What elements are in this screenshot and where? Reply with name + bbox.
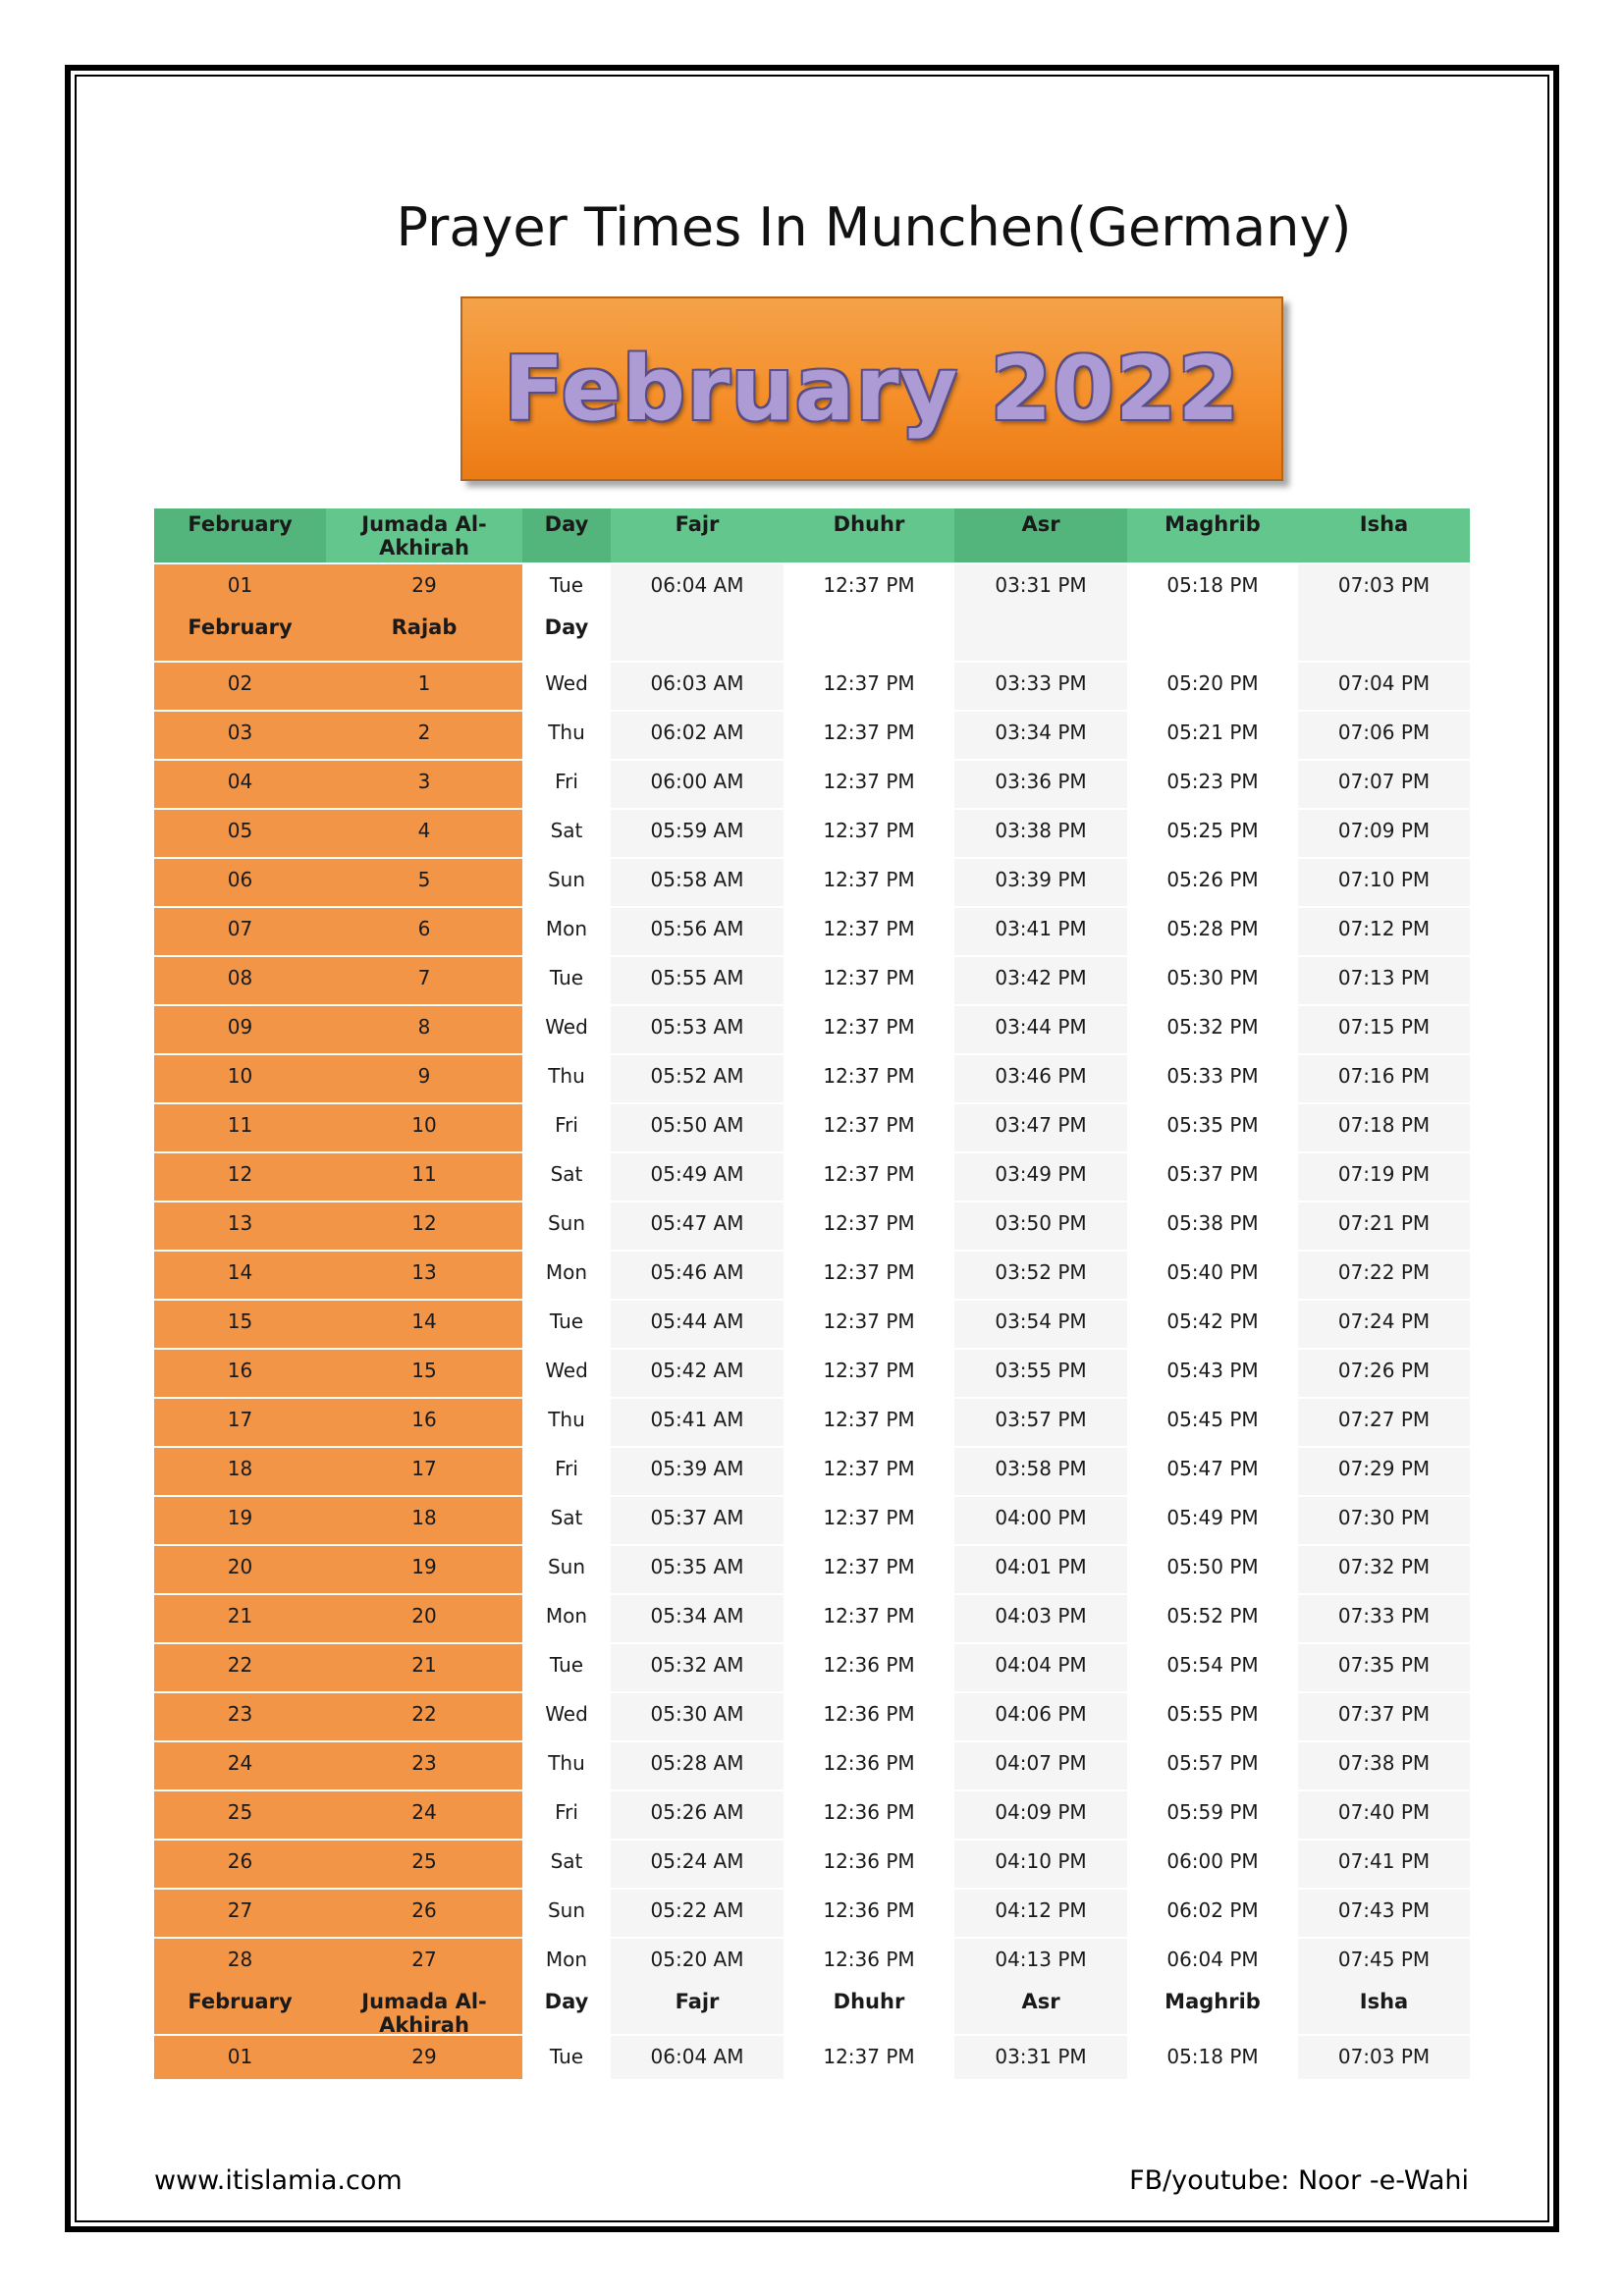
fajr-time: 05:24 AM	[650, 1849, 744, 1873]
gregorian-date: 07	[227, 917, 253, 940]
table-row	[154, 562, 1470, 617]
asr-time: 03:55 PM	[995, 1359, 1087, 1382]
header-gregorian-date: February	[188, 1990, 293, 2013]
weekday: Thu	[548, 1751, 585, 1775]
weekday: Mon	[545, 1948, 588, 1971]
maghrib-time: 05:49 PM	[1166, 1506, 1259, 1529]
fajr-time: 05:41 AM	[650, 1408, 744, 1431]
weekday: Fri	[555, 770, 578, 793]
header-isha-time: Isha	[1359, 1990, 1409, 2013]
hijri-date: 26	[411, 1898, 437, 1922]
table-row	[154, 1495, 1470, 1550]
isha-time: 07:43 PM	[1337, 1898, 1431, 1922]
isha-time: 07:09 PM	[1337, 819, 1431, 842]
dhuhr-time: 12:37 PM	[823, 1457, 915, 1480]
header-fajr-time: Fajr	[675, 1990, 720, 2013]
weekday: Wed	[545, 1015, 588, 1039]
header-hijri-month: Jumada Al-Akhirah	[326, 508, 522, 562]
gregorian-date: 27	[227, 1898, 253, 1922]
fajr-time: 05:44 AM	[650, 1309, 744, 1333]
table-row	[154, 1053, 1470, 1108]
asr-time: 04:12 PM	[995, 1898, 1087, 1922]
header-asr: Asr	[954, 508, 1127, 562]
weekday: Sat	[550, 1506, 583, 1529]
maghrib-time: 05:18 PM	[1166, 573, 1259, 597]
maghrib-time: 05:43 PM	[1166, 1359, 1259, 1382]
isha-time: 07:45 PM	[1337, 1948, 1431, 1971]
header-dhuhr-time: Dhuhr	[833, 1990, 905, 2013]
hijri-date: 29	[411, 2045, 437, 2068]
table-row	[154, 2034, 1470, 2089]
dhuhr-time: 12:36 PM	[823, 1702, 915, 1726]
fajr-time: 06:02 AM	[650, 721, 744, 744]
header-asr-time: Asr	[1021, 1990, 1060, 2013]
table-row	[154, 906, 1470, 961]
maghrib-time: 05:50 PM	[1166, 1555, 1259, 1578]
asr-time: 04:09 PM	[995, 1800, 1087, 1824]
weekday: Tue	[549, 573, 584, 597]
dhuhr-time: 12:37 PM	[823, 819, 915, 842]
gregorian-date: 23	[227, 1702, 253, 1726]
header-hijri-date: Rajab	[391, 615, 458, 639]
hijri-date: 21	[411, 1653, 437, 1677]
table-row	[154, 1102, 1470, 1157]
header-dhuhr: Dhuhr	[784, 508, 954, 562]
asr-time: 04:04 PM	[995, 1653, 1087, 1677]
gregorian-date: 10	[227, 1064, 253, 1088]
gregorian-date: 14	[227, 1260, 253, 1284]
isha-time: 07:27 PM	[1337, 1408, 1431, 1431]
gregorian-date: 24	[227, 1751, 253, 1775]
dhuhr-time: 12:36 PM	[823, 1948, 915, 1971]
dhuhr-time: 12:37 PM	[823, 1359, 915, 1382]
fajr-time: 05:35 AM	[650, 1555, 744, 1578]
footer-social: FB/youtube: Noor -e-Wahi	[1129, 2165, 1469, 2196]
dhuhr-time: 12:37 PM	[823, 1604, 915, 1628]
weekday: Fri	[555, 1113, 578, 1137]
header-weekday: Day	[544, 1990, 589, 2013]
gregorian-date: 16	[227, 1359, 253, 1382]
isha-time: 07:19 PM	[1337, 1162, 1431, 1186]
header-dhuhr-time	[784, 612, 954, 667]
fajr-time: 05:59 AM	[650, 819, 744, 842]
fajr-time: 06:04 AM	[650, 2045, 744, 2068]
dhuhr-time: 12:36 PM	[823, 1751, 915, 1775]
month-banner-text: February 2022	[503, 337, 1241, 441]
isha-time: 07:37 PM	[1337, 1702, 1431, 1726]
dhuhr-time: 12:37 PM	[823, 868, 915, 891]
gregorian-date: 28	[227, 1948, 253, 1971]
gregorian-date: 25	[227, 1800, 253, 1824]
fajr-time: 05:58 AM	[650, 868, 744, 891]
gregorian-date: 20	[227, 1555, 253, 1578]
table-row	[154, 1201, 1470, 1255]
hijri-date: 4	[417, 819, 431, 842]
asr-time: 04:07 PM	[995, 1751, 1087, 1775]
repeat-header-row	[154, 1986, 1470, 2041]
maghrib-time: 05:35 PM	[1166, 1113, 1259, 1137]
weekday: Mon	[545, 917, 588, 940]
hijri-date: 6	[417, 917, 431, 940]
dhuhr-time: 12:37 PM	[823, 966, 915, 989]
asr-time: 04:00 PM	[995, 1506, 1087, 1529]
weekday: Sat	[550, 1849, 583, 1873]
maghrib-time: 05:21 PM	[1166, 721, 1259, 744]
dhuhr-time: 12:37 PM	[823, 1162, 915, 1186]
asr-time: 03:57 PM	[995, 1408, 1087, 1431]
dhuhr-time: 12:36 PM	[823, 1653, 915, 1677]
fajr-time: 05:50 AM	[650, 1113, 744, 1137]
fajr-time: 05:30 AM	[650, 1702, 744, 1726]
hijri-date: 25	[411, 1849, 437, 1873]
dhuhr-time: 12:37 PM	[823, 671, 915, 695]
maghrib-time: 05:18 PM	[1166, 2045, 1259, 2068]
gregorian-date: 12	[227, 1162, 253, 1186]
isha-time: 07:10 PM	[1337, 868, 1431, 891]
prayer-times-table	[154, 508, 1470, 2079]
fajr-time: 06:03 AM	[650, 671, 744, 695]
fajr-time: 05:56 AM	[650, 917, 744, 940]
maghrib-time: 05:45 PM	[1166, 1408, 1259, 1431]
fajr-time: 05:32 AM	[650, 1653, 744, 1677]
header-day: Day	[522, 508, 611, 562]
header-gregorian-date: February	[188, 615, 293, 639]
weekday: Sun	[547, 1555, 586, 1578]
isha-time: 07:38 PM	[1337, 1751, 1431, 1775]
header-maghrib-time: Maghrib	[1164, 1990, 1261, 2013]
fajr-time: 05:39 AM	[650, 1457, 744, 1480]
fajr-time: 06:00 AM	[650, 770, 744, 793]
gregorian-date: 09	[227, 1015, 253, 1039]
fajr-time: 05:34 AM	[650, 1604, 744, 1628]
weekday: Sun	[547, 868, 586, 891]
rajab-subheader-row	[154, 612, 1470, 667]
hijri-date: 27	[411, 1948, 437, 1971]
gregorian-date: 01	[227, 573, 253, 597]
hijri-date: 16	[411, 1408, 437, 1431]
asr-time: 04:13 PM	[995, 1948, 1087, 1971]
dhuhr-time: 12:36 PM	[823, 1898, 915, 1922]
dhuhr-time: 12:37 PM	[823, 573, 915, 597]
header-fajr: Fajr	[611, 508, 784, 562]
asr-time: 03:31 PM	[995, 2045, 1087, 2068]
isha-time: 07:03 PM	[1337, 573, 1431, 597]
weekday: Wed	[545, 671, 588, 695]
table-row	[154, 1446, 1470, 1501]
table-row	[154, 1593, 1470, 1648]
asr-time: 03:50 PM	[995, 1211, 1087, 1235]
dhuhr-time: 12:37 PM	[823, 1555, 915, 1578]
gregorian-date: 18	[227, 1457, 253, 1480]
asr-time: 03:33 PM	[995, 671, 1087, 695]
gregorian-date: 11	[227, 1113, 253, 1137]
dhuhr-time: 12:37 PM	[823, 1408, 915, 1431]
weekday: Thu	[548, 1408, 585, 1431]
hijri-date: 1	[417, 671, 431, 695]
hijri-date: 19	[411, 1555, 437, 1578]
gregorian-date: 15	[227, 1309, 253, 1333]
table-row	[154, 1839, 1470, 1894]
isha-time: 07:15 PM	[1337, 1015, 1431, 1039]
maghrib-time: 05:25 PM	[1166, 819, 1259, 842]
maghrib-time: 05:33 PM	[1166, 1064, 1259, 1088]
hijri-date: 20	[411, 1604, 437, 1628]
maghrib-time: 06:00 PM	[1166, 1849, 1259, 1873]
maghrib-time: 05:57 PM	[1166, 1751, 1259, 1775]
fajr-time: 05:28 AM	[650, 1751, 744, 1775]
asr-time: 04:06 PM	[995, 1702, 1087, 1726]
weekday: Tue	[549, 966, 584, 989]
header-fajr-time	[611, 612, 784, 667]
fajr-time: 05:53 AM	[650, 1015, 744, 1039]
maghrib-time: 05:52 PM	[1166, 1604, 1259, 1628]
footer-website: www.itislamia.com	[154, 2165, 403, 2196]
weekday: Fri	[555, 1800, 578, 1824]
isha-time: 07:24 PM	[1337, 1309, 1431, 1333]
weekday: Mon	[545, 1604, 588, 1628]
maghrib-time: 05:54 PM	[1166, 1653, 1259, 1677]
dhuhr-time: 12:37 PM	[823, 1260, 915, 1284]
asr-time: 04:01 PM	[995, 1555, 1087, 1578]
asr-time: 03:38 PM	[995, 819, 1087, 842]
maghrib-time: 05:30 PM	[1166, 966, 1259, 989]
maghrib-time: 05:26 PM	[1166, 868, 1259, 891]
fajr-time: 05:42 AM	[650, 1359, 744, 1382]
gregorian-date: 22	[227, 1653, 253, 1677]
fajr-time: 05:49 AM	[650, 1162, 744, 1186]
header-isha: Isha	[1298, 508, 1470, 562]
isha-time: 07:26 PM	[1337, 1359, 1431, 1382]
table-row	[154, 710, 1470, 765]
weekday: Tue	[549, 2045, 584, 2068]
maghrib-time: 05:32 PM	[1166, 1015, 1259, 1039]
weekday: Fri	[555, 1457, 578, 1480]
fajr-time: 05:52 AM	[650, 1064, 744, 1088]
table-row	[154, 1151, 1470, 1206]
table-row	[154, 808, 1470, 863]
maghrib-time: 05:40 PM	[1166, 1260, 1259, 1284]
asr-time: 03:42 PM	[995, 966, 1087, 989]
maghrib-time: 05:23 PM	[1166, 770, 1259, 793]
fajr-time: 05:20 AM	[650, 1948, 744, 1971]
maghrib-time: 06:04 PM	[1166, 1948, 1259, 1971]
asr-time: 03:34 PM	[995, 721, 1087, 744]
dhuhr-time: 12:37 PM	[823, 770, 915, 793]
isha-time: 07:04 PM	[1337, 671, 1431, 695]
table-row	[154, 1299, 1470, 1354]
gregorian-date: 05	[227, 819, 253, 842]
asr-time: 03:58 PM	[995, 1457, 1087, 1480]
table-row	[154, 1348, 1470, 1403]
hijri-date: 11	[411, 1162, 437, 1186]
isha-time: 07:40 PM	[1337, 1800, 1431, 1824]
hijri-date: 5	[417, 868, 431, 891]
maghrib-time: 05:37 PM	[1166, 1162, 1259, 1186]
weekday: Tue	[549, 1309, 584, 1333]
fajr-time: 05:55 AM	[650, 966, 744, 989]
isha-time: 07:13 PM	[1337, 966, 1431, 989]
hijri-date: 15	[411, 1359, 437, 1382]
isha-time: 07:35 PM	[1337, 1653, 1431, 1677]
dhuhr-time: 12:37 PM	[823, 2045, 915, 2068]
gregorian-date: 04	[227, 770, 253, 793]
gregorian-date: 02	[227, 671, 253, 695]
maghrib-time: 05:47 PM	[1166, 1457, 1259, 1480]
gregorian-date: 13	[227, 1211, 253, 1235]
maghrib-time: 05:28 PM	[1166, 917, 1259, 940]
table-row	[154, 1397, 1470, 1452]
maghrib-time: 05:55 PM	[1166, 1702, 1259, 1726]
table-row	[154, 1937, 1470, 1992]
dhuhr-time: 12:37 PM	[823, 1113, 915, 1137]
table-row	[154, 1888, 1470, 1943]
gregorian-date: 19	[227, 1506, 253, 1529]
table-row	[154, 661, 1470, 716]
isha-time: 07:16 PM	[1337, 1064, 1431, 1088]
gregorian-date: 06	[227, 868, 253, 891]
table-row	[154, 1544, 1470, 1599]
isha-time: 07:29 PM	[1337, 1457, 1431, 1480]
asr-time: 03:44 PM	[995, 1015, 1087, 1039]
asr-time: 03:39 PM	[995, 868, 1087, 891]
header-isha-time	[1298, 612, 1470, 667]
weekday: Wed	[545, 1359, 588, 1382]
maghrib-time: 05:20 PM	[1166, 671, 1259, 695]
dhuhr-time: 12:37 PM	[823, 917, 915, 940]
table-row	[154, 1642, 1470, 1697]
asr-time: 03:47 PM	[995, 1113, 1087, 1137]
weekday: Sat	[550, 1162, 583, 1186]
table-row	[154, 759, 1470, 814]
fajr-time: 05:46 AM	[650, 1260, 744, 1284]
header-february: February	[154, 508, 326, 562]
dhuhr-time: 12:37 PM	[823, 1211, 915, 1235]
table-row	[154, 857, 1470, 912]
header-asr-time	[954, 612, 1127, 667]
table-row	[154, 1789, 1470, 1844]
maghrib-time: 05:59 PM	[1166, 1800, 1259, 1824]
isha-time: 07:07 PM	[1337, 770, 1431, 793]
dhuhr-time: 12:37 PM	[823, 721, 915, 744]
asr-time: 03:41 PM	[995, 917, 1087, 940]
weekday: Mon	[545, 1260, 588, 1284]
fajr-time: 05:22 AM	[650, 1898, 744, 1922]
table-row	[154, 1740, 1470, 1795]
hijri-date: 9	[417, 1064, 431, 1088]
gregorian-date: 08	[227, 966, 253, 989]
hijri-date: 14	[411, 1309, 437, 1333]
header-weekday: Day	[544, 615, 589, 639]
isha-time: 07:21 PM	[1337, 1211, 1431, 1235]
weekday: Thu	[548, 1064, 585, 1088]
hijri-date: 8	[417, 1015, 431, 1039]
table-header	[154, 508, 1470, 562]
asr-time: 03:52 PM	[995, 1260, 1087, 1284]
weekday: Sun	[547, 1211, 586, 1235]
maghrib-time: 05:42 PM	[1166, 1309, 1259, 1333]
isha-time: 07:41 PM	[1337, 1849, 1431, 1873]
asr-time: 03:46 PM	[995, 1064, 1087, 1088]
isha-time: 07:18 PM	[1337, 1113, 1431, 1137]
isha-time: 07:30 PM	[1337, 1506, 1431, 1529]
page-title: Prayer Times In Munchen(Germany)	[396, 196, 1352, 258]
fajr-time: 06:04 AM	[650, 573, 744, 597]
hijri-date: 12	[411, 1211, 437, 1235]
gregorian-date: 01	[227, 2045, 253, 2068]
header-maghrib: Maghrib	[1127, 508, 1298, 562]
header-maghrib-time	[1127, 612, 1298, 667]
gregorian-date: 17	[227, 1408, 253, 1431]
asr-time: 03:49 PM	[995, 1162, 1087, 1186]
fajr-time: 05:47 AM	[650, 1211, 744, 1235]
isha-time: 07:12 PM	[1337, 917, 1431, 940]
dhuhr-time: 12:37 PM	[823, 1506, 915, 1529]
hijri-date: 29	[411, 573, 437, 597]
hijri-date: 3	[417, 770, 431, 793]
isha-time: 07:32 PM	[1337, 1555, 1431, 1578]
gregorian-date: 26	[227, 1849, 253, 1873]
asr-time: 03:31 PM	[995, 573, 1087, 597]
weekday: Wed	[545, 1702, 588, 1726]
hijri-date: 23	[411, 1751, 437, 1775]
header-hijri-date: Jumada Al-Akhirah	[361, 1990, 487, 2037]
dhuhr-time: 12:36 PM	[823, 1849, 915, 1873]
fajr-time: 05:37 AM	[650, 1506, 744, 1529]
dhuhr-time: 12:37 PM	[823, 1309, 915, 1333]
table-row	[154, 1004, 1470, 1059]
hijri-date: 24	[411, 1800, 437, 1824]
isha-time: 07:06 PM	[1337, 721, 1431, 744]
dhuhr-time: 12:36 PM	[823, 1800, 915, 1824]
maghrib-time: 05:38 PM	[1166, 1211, 1259, 1235]
table-row	[154, 955, 1470, 1010]
hijri-date: 13	[411, 1260, 437, 1284]
table-row	[154, 1691, 1470, 1746]
hijri-date: 7	[417, 966, 431, 989]
hijri-date: 18	[411, 1506, 437, 1529]
gregorian-date: 03	[227, 721, 253, 744]
hijri-date: 10	[411, 1113, 437, 1137]
hijri-date: 2	[417, 721, 431, 744]
weekday: Sun	[547, 1898, 586, 1922]
weekday: Sat	[550, 819, 583, 842]
dhuhr-time: 12:37 PM	[823, 1015, 915, 1039]
maghrib-time: 06:02 PM	[1166, 1898, 1259, 1922]
hijri-date: 17	[411, 1457, 437, 1480]
weekday: Thu	[548, 721, 585, 744]
table-row	[154, 1250, 1470, 1305]
gregorian-date: 21	[227, 1604, 253, 1628]
isha-time: 07:33 PM	[1337, 1604, 1431, 1628]
month-banner	[460, 296, 1283, 481]
isha-time: 07:22 PM	[1337, 1260, 1431, 1284]
asr-time: 04:10 PM	[995, 1849, 1087, 1873]
weekday: Tue	[549, 1653, 584, 1677]
dhuhr-time: 12:37 PM	[823, 1064, 915, 1088]
fajr-time: 05:26 AM	[650, 1800, 744, 1824]
hijri-date: 22	[411, 1702, 437, 1726]
asr-time: 03:54 PM	[995, 1309, 1087, 1333]
isha-time: 07:03 PM	[1337, 2045, 1431, 2068]
asr-time: 03:36 PM	[995, 770, 1087, 793]
asr-time: 04:03 PM	[995, 1604, 1087, 1628]
